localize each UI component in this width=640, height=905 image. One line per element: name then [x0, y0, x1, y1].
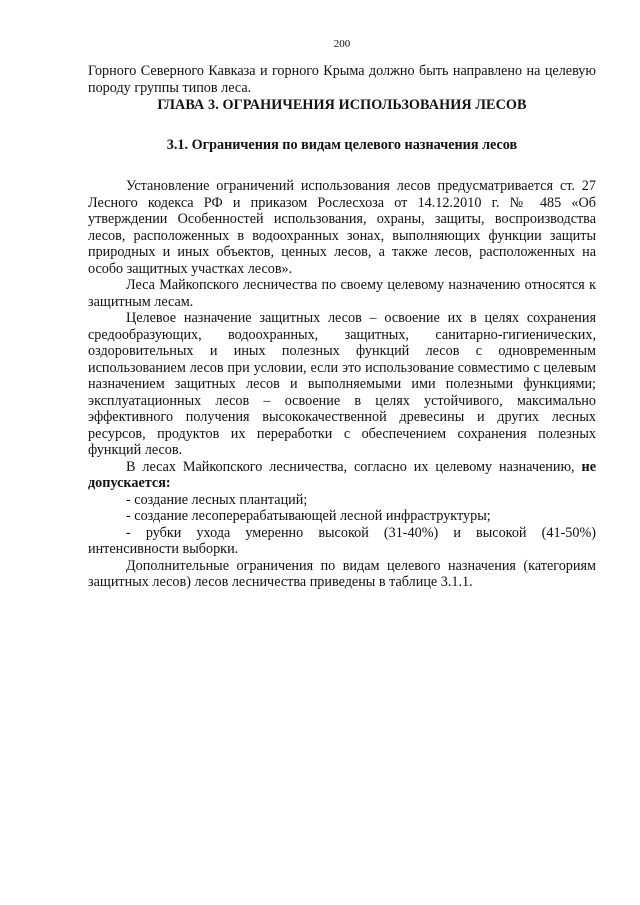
page-number: 200: [333, 38, 351, 50]
list-item: - создание лесных плантаций;: [126, 491, 308, 508]
prohibition-bold-text: не допускается:: [88, 458, 596, 491]
list-item: - рубки ухода умеренно высокой (31-40%) и высокой (41-50%) интенсивности выборки.: [88, 524, 596, 557]
prohibition-intro-text: В лесах Майкопского лесничества, согласно их целевому назначению,: [126, 458, 575, 475]
paragraph-protective-forests: Леса Майкопского лесничества по своему целевому назначению относятся к защитным лесам.: [88, 277, 596, 310]
paragraph-prohibitions: [88, 459, 596, 492]
document-body: [88, 63, 596, 591]
paragraph-restrictions-basis: Установление ограничений использования лесов предусматривается ст. 27 Лесного кодекса РФ и приказом Рослесхоза от 14.12.2010 г. № 485 «Об утверждении Особенностей использования, охраны, защиты, воспроизводства лесов, расположенных в водоохранных зонах, выполняющих функции защиты природных и иных объектов, ценных лесов, а также лесов, расположенных на особо защитных участках лесов».: [88, 178, 596, 277]
section-title: 3.1. Ограничения по видам целевого назначения лесов: [166, 137, 518, 153]
closing-paragraph: Дополнительные ограничения по видам целевого назначения (категориям защитных лесов) лесов лесничества приведены в таблице 3.1.1.: [88, 557, 596, 590]
list-item: - создание лесоперерабатывающей лесной инфраструктуры;: [126, 508, 491, 524]
chapter-title: ГЛАВА 3. ОГРАНИЧЕНИЯ ИСПОЛЬЗОВАНИЯ ЛЕСОВ: [157, 97, 527, 113]
paragraph-target-purpose: Целевое назначение защитных лесов – освоение их в целях сохранения средообразующих, водоохранных, защитных, санитарно-гигиенических, оздоровительных и иных полезных функций лесов с одновременным использованием лесов при условии, если это использование совместимо с целевым назначением защитных лесов и выполняемыми ими полезными функциями; эксплуатационных лесов – освоение в целях устойчивого, максимально эффективного получения высококачественной древесины и других лесных ресурсов, продуктов их переработки с обеспечением сохранения полезных функций лесов.: [88, 310, 596, 458]
intro-paragraph: Горного Северного Кавказа и горного Крыма должно быть направлено на целевую породу группы типов леса.: [88, 63, 596, 96]
